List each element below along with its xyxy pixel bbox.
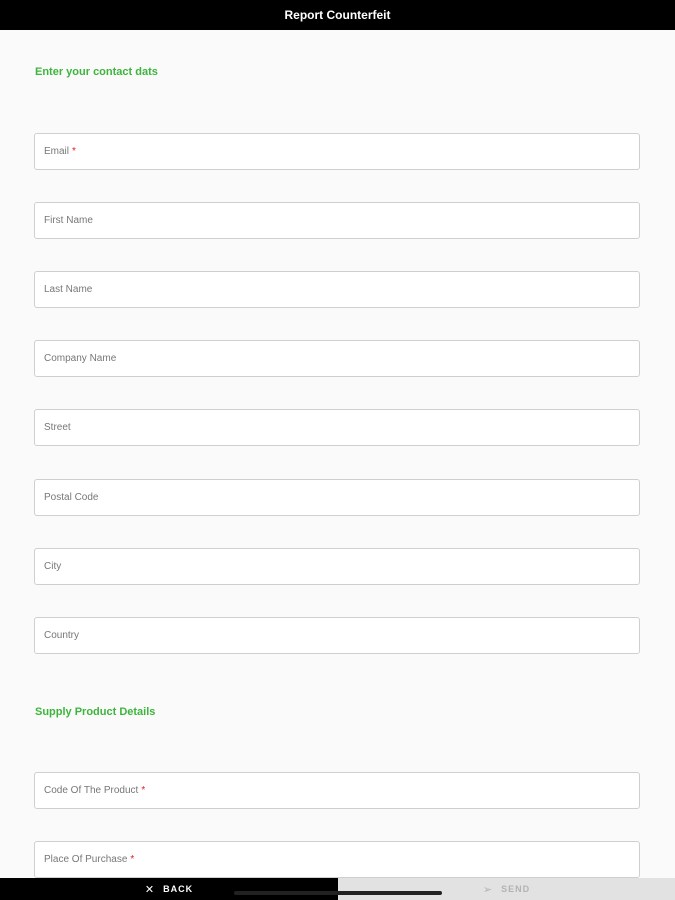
last-name-field-label: Last Name (44, 284, 93, 295)
contact-section-title: Enter your contact dats (35, 66, 158, 78)
send-icon: ➢ (482, 883, 494, 896)
first-name-field-label: First Name (44, 215, 93, 226)
country-field[interactable] (34, 617, 640, 654)
product-code-field-label: Code Of The Product (44, 785, 139, 796)
first-name-field[interactable] (34, 202, 640, 239)
place-of-purchase-field[interactable] (34, 841, 640, 878)
close-icon: ✕ (144, 883, 156, 896)
city-field-label: City (44, 561, 62, 572)
company-name-field-label: Company Name (44, 353, 117, 364)
back-button[interactable] (0, 878, 338, 900)
required-marker: * (72, 146, 76, 157)
home-indicator (234, 891, 442, 895)
required-marker: * (130, 854, 135, 865)
send-button-label: SEND (501, 884, 531, 894)
product-section-title: Supply Product Details (35, 706, 156, 718)
last-name-field[interactable] (34, 271, 640, 308)
street-field[interactable] (34, 409, 640, 446)
email-field[interactable] (34, 133, 640, 170)
top-bar (0, 0, 675, 30)
back-button-label: BACK (163, 884, 194, 894)
place-of-purchase-field-label: Place Of Purchase (44, 854, 128, 865)
bottom-action-bar (0, 878, 675, 900)
country-field-label: Country (44, 630, 80, 641)
city-field[interactable] (34, 548, 640, 585)
page-title: Report Counterfeit (284, 8, 391, 22)
street-field-label: Street (44, 422, 71, 433)
company-name-field[interactable] (34, 340, 640, 377)
postal-code-field[interactable] (34, 479, 640, 516)
product-code-field[interactable] (34, 772, 640, 809)
postal-code-field-label: Postal Code (44, 492, 99, 503)
required-marker: * (141, 785, 146, 796)
send-button[interactable] (338, 878, 675, 900)
email-field-label: Email (44, 146, 70, 157)
